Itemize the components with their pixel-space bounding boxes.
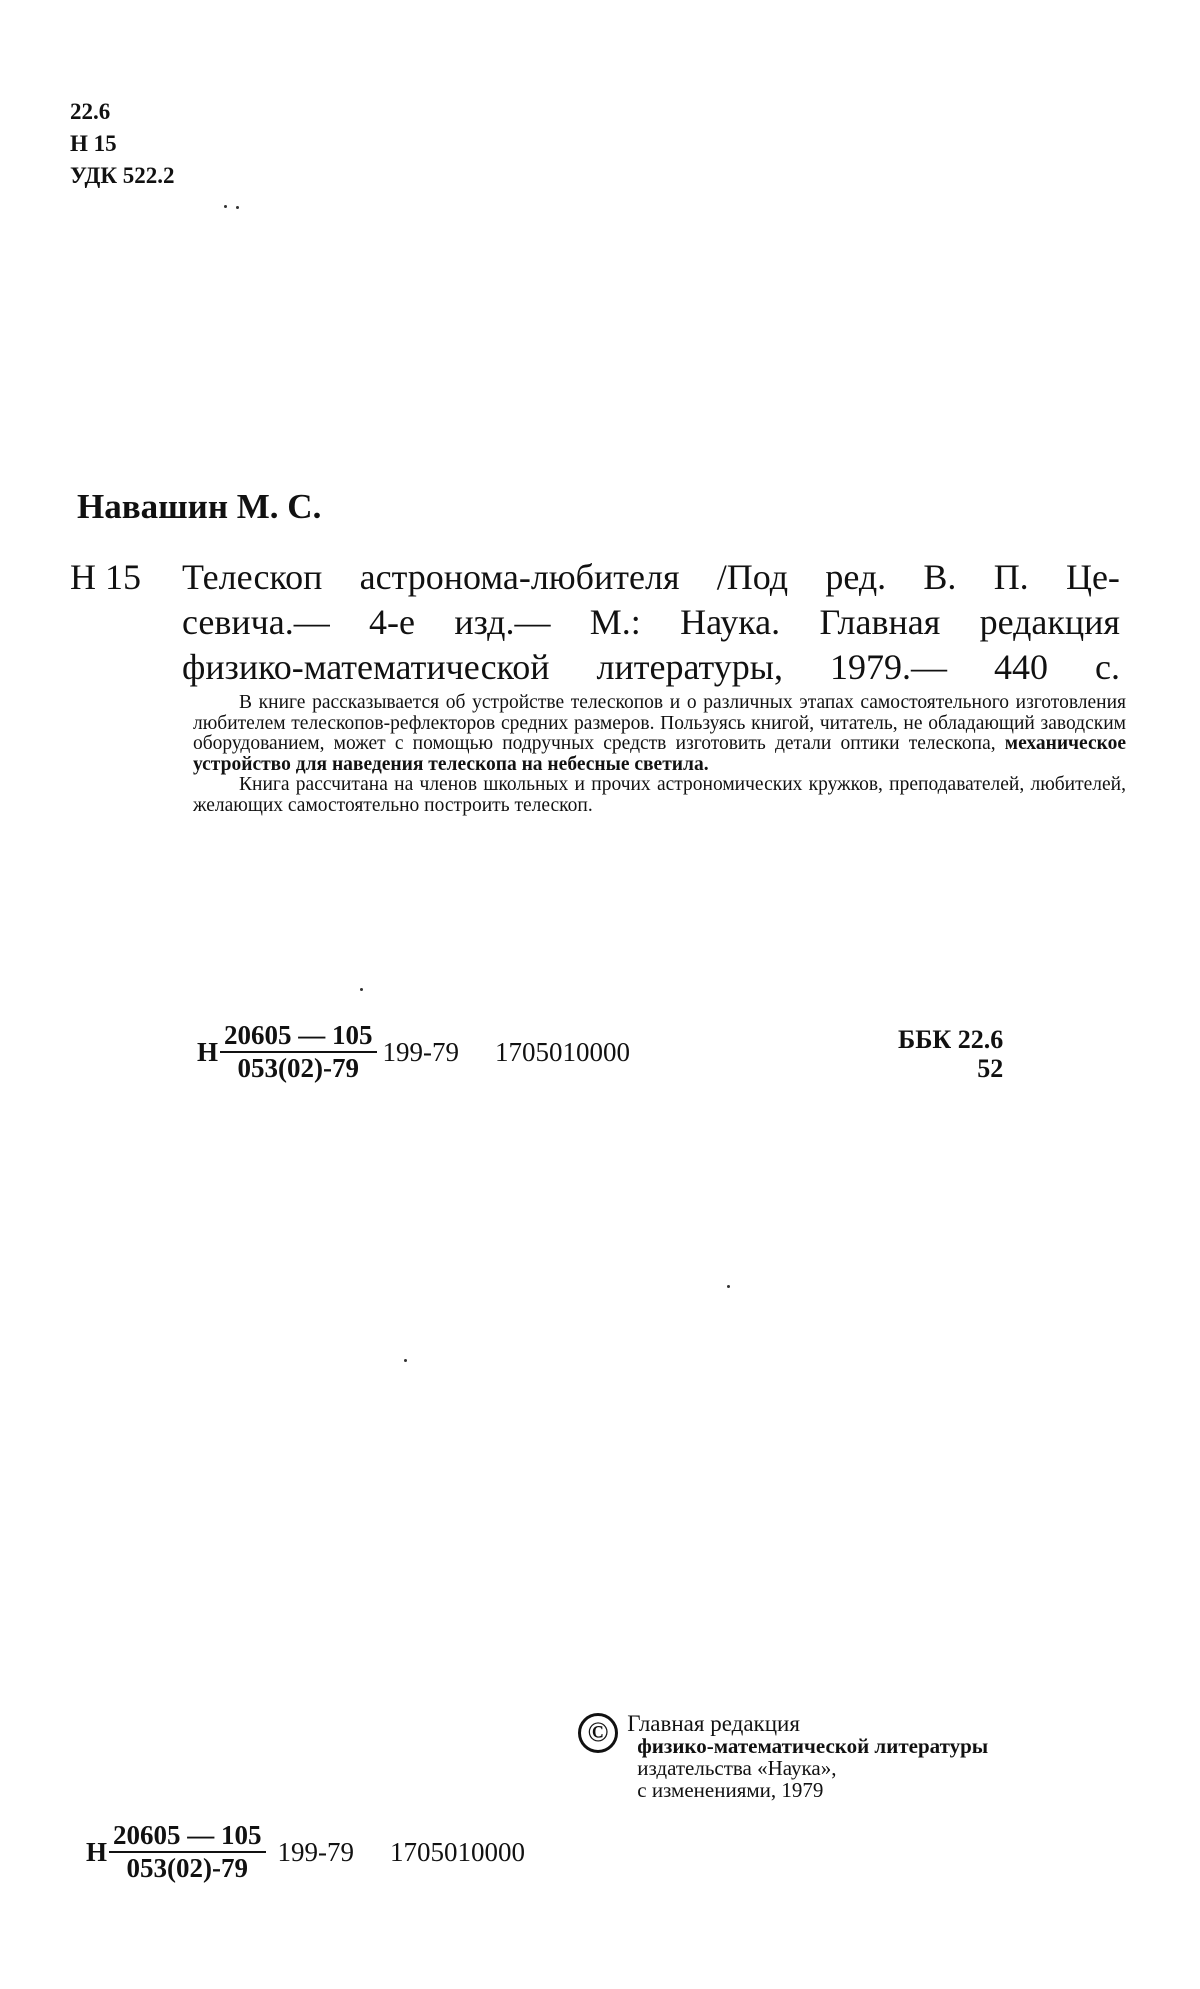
- catalog-denominator: 053(02)-79: [237, 1053, 359, 1083]
- catalog-code: 199-79: [277, 1836, 355, 1867]
- word: ред.: [825, 557, 887, 597]
- scan-speck: [727, 1285, 730, 1288]
- word: 1979.—: [829, 647, 947, 687]
- catalog-letter: Н: [86, 1836, 108, 1867]
- catalog-code-top: [197, 1020, 630, 1084]
- word: с.: [1095, 647, 1120, 687]
- biblio-line-1: [70, 555, 1120, 600]
- annotation-text-bold: механическое устройство для наведения телескопа на небесные светила.: [193, 733, 1126, 775]
- copyright-line: с изменениями, 1979: [637, 1778, 824, 1802]
- word: Телескоп: [182, 557, 323, 597]
- catalog-code-bottom: [86, 1820, 525, 1884]
- copyright-holder: [627, 1713, 988, 1801]
- word: редакция: [979, 602, 1120, 642]
- bbk-main: 22.6: [957, 1025, 1004, 1054]
- word: 4-е: [369, 602, 416, 642]
- scan-speck: [236, 206, 239, 209]
- author-name: Навашин М. С.: [77, 487, 322, 526]
- word: В.: [923, 557, 957, 597]
- bibliographic-record: [70, 555, 1120, 690]
- catalog-number: 1705010000: [495, 1036, 631, 1067]
- word: астронома-любителя: [359, 557, 680, 597]
- biblio-mark: Н 15: [70, 557, 141, 597]
- word: П.: [993, 557, 1029, 597]
- bbk-block: [898, 1025, 1003, 1083]
- author-mark: Н 15: [70, 131, 117, 156]
- biblio-title-words: [182, 555, 1120, 600]
- catalog-fraction: [109, 1820, 266, 1884]
- word: /Под: [716, 557, 789, 597]
- bbk-sub: 52: [977, 1054, 1004, 1083]
- word: Це-: [1065, 557, 1120, 597]
- word: 440: [993, 647, 1048, 687]
- catalog-code: 199-79: [382, 1036, 460, 1067]
- catalog-denominator: 053(02)-79: [126, 1853, 248, 1883]
- udc-code: УДК 522.2: [70, 163, 175, 188]
- word: М.:: [589, 602, 641, 642]
- copyright-line: Главная редакция: [627, 1711, 800, 1736]
- word: Главная: [819, 602, 941, 642]
- copyright-icon: ©: [578, 1713, 618, 1753]
- catalog-letter: Н: [197, 1036, 219, 1067]
- catalog-numerator: 20605 — 105: [109, 1820, 266, 1853]
- bbk-index: 22.6: [70, 99, 111, 124]
- annotation-paragraph-1: [193, 693, 1126, 775]
- copyright-block: [578, 1713, 988, 1801]
- word: физико-математической: [182, 647, 550, 687]
- classification-codes: [70, 96, 175, 192]
- catalog-fraction: [220, 1020, 377, 1084]
- annotation: [193, 693, 1126, 816]
- scan-speck: [404, 1359, 407, 1362]
- word: изд.—: [454, 602, 551, 642]
- scan-speck: [224, 205, 227, 208]
- word: Наука.: [680, 602, 781, 642]
- scan-speck: [360, 988, 363, 991]
- copyright-line: издательства «Наука»,: [637, 1756, 837, 1780]
- word: литературы,: [596, 647, 783, 687]
- annotation-text: В книге рассказывается об устройстве телескопов и о различных этапах самостоятельного изготовления любителем телескопов-рефлекторов средних размеров. Пользуясь книгой, читатель, не обладающий заводским оборудованием, может с помощью подручных средств изготовить детали оптики телескопа,: [193, 692, 1126, 754]
- biblio-line-3: [70, 645, 1120, 690]
- annotation-paragraph-2: Книга рассчитана на членов школьных и прочих астрономических кружков, преподавателей, любителей, желающих самостоятельно построить телескоп.: [193, 774, 1126, 816]
- copyright-line: физико-математической литературы: [637, 1734, 989, 1758]
- word: севича.—: [182, 602, 330, 642]
- bbk-label: ББК: [898, 1025, 952, 1054]
- catalog-number: 1705010000: [390, 1836, 526, 1867]
- catalog-numerator: 20605 — 105: [220, 1020, 377, 1053]
- biblio-line-2: [70, 600, 1120, 645]
